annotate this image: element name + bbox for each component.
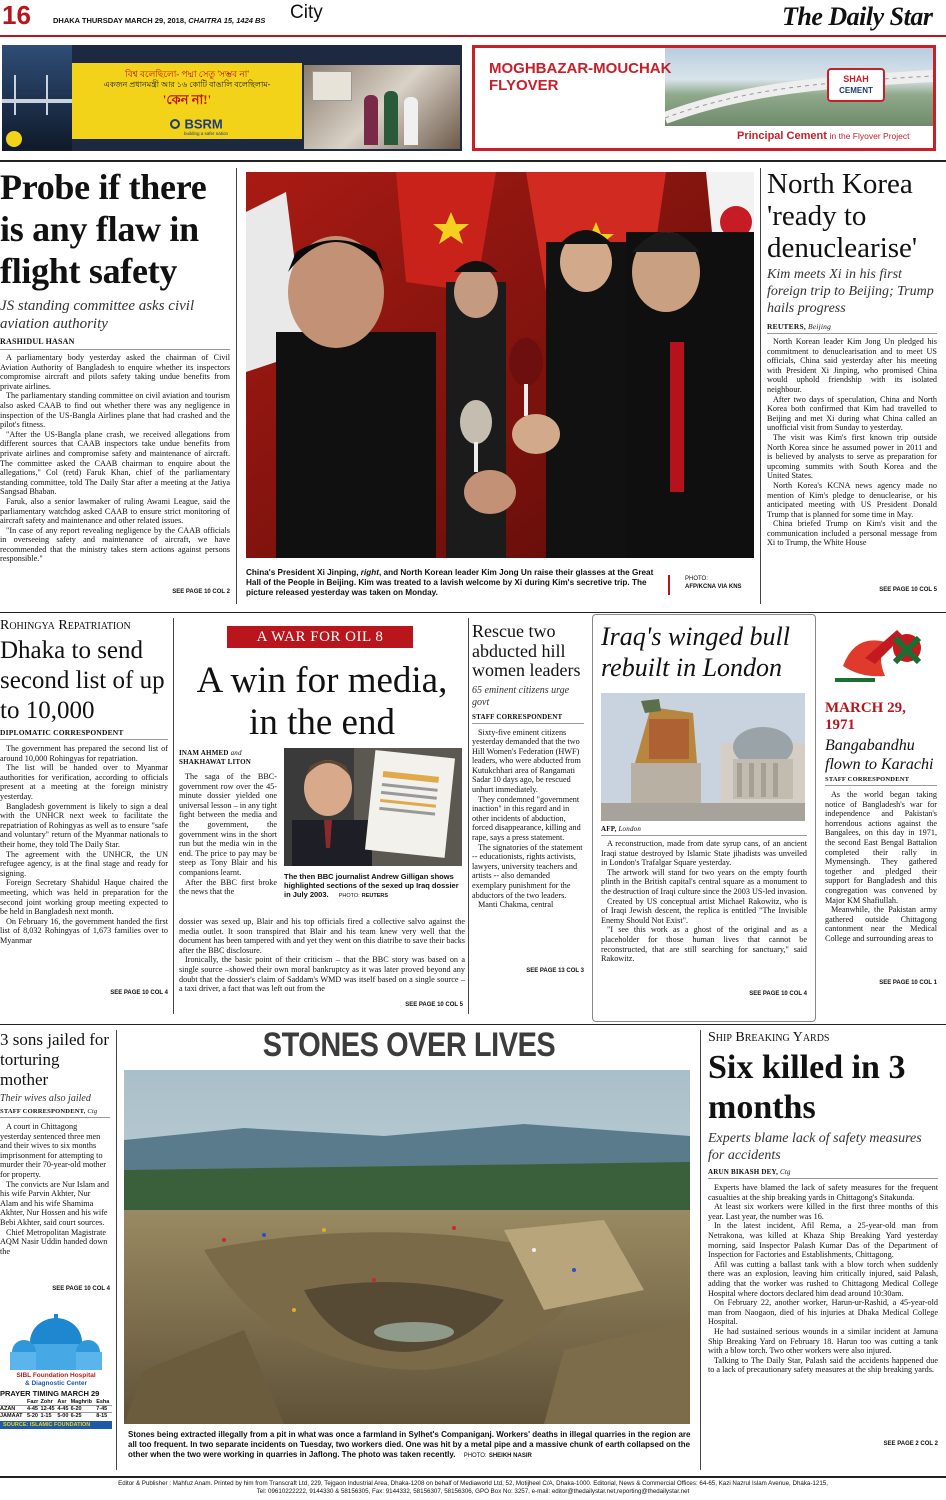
prayer-sponsor-2: & Diagnostic Center [24, 1379, 88, 1387]
ship-para-7: Talking to The Daily Star, Palash said the accidents happened due to a lack of precautionary safety measures at the ship breaking yards. [708, 1355, 938, 1375]
seepage-ship-breaking[interactable]: SEE PAGE 2 COL 2 [883, 1441, 938, 1447]
rohingya-byline-rule [0, 739, 168, 740]
imprint-footer [0, 1480, 946, 1496]
section-name: City [290, 2, 323, 23]
main-photo-kim-xi[interactable] [246, 172, 754, 558]
byline-iraq-agency: AFP, [601, 825, 617, 833]
rohingya-para-6: On February 16, the government handed the first list of 8,032 Rohingyas of 1,673 families over to Myanmar [0, 916, 168, 945]
main-photo-credit-name: AFP/KCNA VIA KNS [685, 583, 742, 590]
subhead-probe: JS standing committee asks civil aviation authority [0, 298, 195, 332]
subhead-sons-jailed: Their wives also jailed [0, 1093, 91, 1104]
iraq-byline-rule [601, 835, 807, 836]
prayer-mosque-graphic [0, 1312, 112, 1372]
ad-shah-logo-2: CEMENT [839, 86, 873, 95]
prayer-cell: 6-20 [70, 1406, 82, 1412]
imprint-line-2: Tel: 09610222222, 9144330 & 58156305, Fax: 9144332, 58156307, 58156306, GPO Box No: 3257, e-mail: editor@thedailystar.net,reporting@thedailystar.net [256, 1488, 690, 1495]
row2-bottom-rule [0, 1024, 946, 1025]
prayer-cell: 7-45 [96, 1406, 108, 1412]
seepage-probe[interactable]: SEE PAGE 10 COL 2 [172, 589, 230, 595]
photo-winged-bull[interactable] [601, 693, 805, 821]
date-1971: MARCH 29, 1971 [825, 700, 906, 733]
banner-war-for-oil-text: A WAR FOR OIL 8 [256, 629, 384, 645]
seepage-north-korea[interactable]: SEE PAGE 10 COL 5 [879, 587, 937, 593]
probe-byline-rule [0, 349, 230, 350]
gilligan-photo-illustration [284, 748, 462, 866]
ad-bsrm-bn-1: বিশ্ব বলেছিলো- পদ্মা সেতু 'সম্ভব না' [125, 69, 249, 79]
dateline-date: DHAKA THURSDAY MARCH 29, 2018, [53, 16, 187, 25]
prayer-header-cell: Maghrib [70, 1399, 92, 1405]
headline-sons-jailed[interactable]: 3 sons jailed for torturing mother [0, 1030, 110, 1089]
rohingya-para-1: The government has prepared the second list of around 10,000 Rohingyas for repatriation. [0, 744, 168, 763]
masthead [0, 0, 946, 38]
seepage-sons-jailed[interactable]: SEE PAGE 10 COL 4 [52, 1286, 110, 1292]
body-north-korea [767, 337, 937, 587]
col-rule-4 [468, 618, 469, 1014]
ad-bsrm-photo [304, 65, 460, 149]
ad-bsrm[interactable] [2, 45, 462, 151]
subhead-rescue: 65 eminent citizens urge govt [472, 684, 570, 708]
ad-shah-logo-1: SHAH [843, 74, 869, 84]
story-sons-jailed [0, 1030, 110, 1310]
dateline [53, 16, 265, 25]
rescue-para-4: Manti Chakma, central [478, 900, 554, 910]
main-photo-caption [246, 568, 661, 598]
story-north-korea [767, 168, 937, 608]
headline-iraq[interactable]: Iraq's winged bull rebuilt in London [601, 622, 791, 682]
rohingya-para-4: The agreement with the UNHCR, the UN refugee agency, is at the final stage and ready for signing. [0, 849, 168, 878]
headline-stones[interactable]: STONES OVER LIVES [262, 1026, 556, 1064]
kicker-rohingya: Rohingya Repatriation [0, 618, 131, 633]
dateline-bn: CHAITRA 15, 1424 BS [188, 16, 266, 25]
ship-byline-rule [708, 1178, 938, 1179]
seepage-iraq[interactable]: SEE PAGE 10 COL 4 [749, 991, 807, 997]
body-1971 [825, 790, 937, 980]
prayer-header-cell: Fazr [26, 1399, 39, 1405]
row1-bottom-rule [0, 612, 946, 613]
ad-shah-logo [827, 68, 885, 102]
page-number: 16 [2, 0, 31, 30]
caption-b: , and North Korean leader Kim Jong Un raise their glasses at the Great Hall of the People in Beijing. Kim was treated to a lavish welcome by Xi during Kim's secretive trip. The picture released yesterday was taken on Monday. [246, 568, 654, 597]
story-iraq-box [592, 614, 816, 1022]
ad-bsrm-brand [170, 115, 228, 136]
byline-sons-place: Ctg [87, 1108, 98, 1115]
caption-stones-credit: SHEIKH NASIR [488, 1453, 532, 1459]
ad-bsrm-bridge [2, 45, 72, 151]
prayer-cell: 12-45 [40, 1406, 55, 1412]
iraq-para-3: Created by US conceptual artist Michael Rakowitz, who is of Iraqi Jewish descent, the replica is entitled "The Invisible Enemy Should Not Exist". [601, 896, 807, 925]
rescue-para-1: Sixty-five eminent citizens yesterday demanded that the two Hill Women's Federation (HWF) leaders, who were abducted from Kutukchhari area of Rangamati Sadar 10 days ago, be rescued unhurt immediately. [472, 727, 581, 795]
1971-para-1: As the world began taking notice of Bangladesh's war for independence and Pakistan's horrendous actions against the Bangalees, on this day in 1971, the second East Bengal Battalion completed their rally in Mymensingh. They gathered together and pledged their support for Bangladesh and this congregation was convened by Major KM Shafiullah. [825, 790, 937, 905]
rescue-para-3: The signatories of the statement -- educationists, rights activists, lawyers, university teachers and artists -- also demanded exemplary punishment for the abductors of the two leaders. [472, 842, 583, 900]
ad-shah-flyover-photo [665, 48, 933, 126]
story-ship-breaking [708, 1030, 938, 1470]
byline-war-for-oil [179, 749, 277, 767]
photo-gilligan[interactable] [284, 748, 462, 866]
ad-shah-footer-rest: in the Flyover Project [829, 131, 910, 141]
prayer-cell: 4-45 [57, 1406, 69, 1412]
prayer-sponsor [0, 1372, 112, 1387]
headline-1971[interactable]: Bangabandhu flown to Karachi [825, 737, 934, 773]
col-rule-1 [236, 168, 237, 604]
1971-para-2: Meanwhile, the Pakistan army gathered outside Chittagong cantonment near the Medical College and surrounding areas to [825, 905, 937, 943]
caption-gilligan-credit: REUTERS [361, 893, 389, 899]
ad-bsrm-tagline: building a safer nation [184, 131, 229, 136]
liberation-war-emblem-icon [825, 618, 937, 698]
nk-para-2: After two days of speculation, China and North Korea both confirmed that Kim had travelled to Beijing and met Xi during what China called an unofficial visit from Sunday to yesterday. [767, 394, 937, 433]
footer-rule [0, 1476, 946, 1478]
ad-shah-headline-1: MOGHBAZAR-MOUCHAK [489, 60, 672, 77]
body-rescue [472, 728, 584, 968]
byline-ship-place: Ctg [780, 1168, 791, 1176]
mosque-dome-icon [0, 1312, 112, 1372]
iraq-para-2: The artwork will stand for two years on the empty fourth plinth in the British capital's central square as a monument to the destruction of Iraqi culture since the 2003 US-led invasion. [601, 867, 807, 896]
rescue-para-2: They condemned "government inaction" in this regard and in other incidents of abduction, forced disappearance, killing and rape, says a press statement. [472, 794, 581, 843]
prayer-cell: 5-20 [26, 1413, 38, 1419]
stone-quarry-photo-illustration [124, 1070, 690, 1424]
body-sons-jailed [0, 1122, 110, 1286]
prayer-cell: 4-45 [26, 1406, 38, 1412]
body-war-narrow [179, 772, 277, 916]
byline-rohingya: DIPLOMATIC CORRESPONDENT [0, 728, 124, 737]
caption-gilligan-credit-label: PHOTO: [338, 893, 360, 899]
byline-probe: RASHIDUL HASAN [0, 337, 75, 346]
bsrm-logo-icon [170, 119, 180, 129]
ad-shah-cement[interactable] [472, 45, 936, 151]
byline-war-a: INAM AHMED [179, 749, 229, 757]
nk-byline-rule [767, 333, 937, 334]
ship-para-5: On February 22, another worker, Harun-ur-Rashid, a 45-year-old man from Naogaon, died of his injuries at Dhaka Medical College Hospital. [708, 1298, 938, 1327]
main-photo-credit-label: PHOTO: [685, 576, 708, 582]
prayer-cell: 8-15 [96, 1413, 108, 1419]
ad-bsrm-yellow-panel [72, 63, 302, 139]
prayer-header-cell: Asr [57, 1399, 67, 1405]
sons-para-3: Chief Metropolitan Magistrate AQM Nasir Uddin handed down the [0, 1227, 108, 1256]
ad-shah-footer-bold: Principal Cement [737, 130, 827, 142]
ship-para-4: Afil was cutting a ballast tank with a blow torch when suddenly there was an explosion, leaving him critically injured, said Palash, adding that the worker was rushed to Chittagong Medical College Hospital where doctors declared him dead around 10:30am. [708, 1259, 938, 1298]
probe-para-1: A parliamentary body yesterday asked the chairman of Civil Aviation Authority of Bangladesh to enquire whether its inspectors compromise aircraft and pilots safety taking undue benefits from private airlines. [0, 353, 230, 391]
body-probe [0, 353, 230, 589]
prayer-cell: 1-15 [40, 1413, 52, 1419]
col-rule-6 [700, 1030, 701, 1470]
caption-gilligan [284, 872, 464, 901]
caption-gilligan-text: The then BBC journalist Andrew Gilligan shows highlighted sections of the sexed up Iraq dossier in July 2003. [284, 872, 459, 899]
probe-para-5: "In case of any report revealing negligence by the CAAB officials in overseeing safety and maintenance of aircraft, we have recommended that the ministry takes stern actions against persons responsible." [0, 525, 230, 564]
kicker-ship-breaking: Ship Breaking Yards [708, 1030, 830, 1045]
ad-shah-footer [737, 130, 909, 142]
rohingya-para-2: The list will be handed over to Myanmar authorities for verification, according to officials present at a meeting at the foreign ministry yesterday. [0, 763, 168, 801]
prayer-cell: 5-00 [57, 1413, 69, 1419]
banner-war-for-oil [227, 626, 413, 648]
nk-para-5: China briefed Trump on Kim's visit and the communication included a personal message from Xi to Trump, the White House [767, 519, 937, 548]
ad-bsrm-bn-3: 'কেন না!' [162, 92, 212, 107]
subhead-ship-breaking: Experts blame lack of safety measures for accidents [708, 1131, 922, 1163]
byline-war-and: and [230, 749, 242, 757]
sons-para-2: The convicts are Nur Islam and his wife Parvin Akhter, Nur Alam and his wife Shamima Akhter, Nur Hossen and his wife Bebi Akhter, said court sources. [0, 1179, 109, 1227]
caption-stones-credit-label: PHOTO: [463, 1453, 487, 1459]
ship-para-1: Experts have blamed the lack of safety measures for the frequent casualties at the ship breaking yards in Chittagong's Sitakunda. [708, 1183, 938, 1202]
byline-rescue: STAFF CORRESPONDENT [472, 712, 563, 721]
story-rescue [472, 622, 584, 1014]
col-rule-5 [116, 1030, 117, 1470]
sons-para-1: A court in Chittagong yesterday sentenced three men and their wives to six months imprisonment for attempting to murder their 70-year-old mother for property. [0, 1122, 107, 1179]
masthead-rule [0, 35, 946, 37]
prayer-cell: 6-25 [70, 1413, 82, 1419]
prayer-header-cell: Esha [96, 1399, 110, 1405]
body-ship-breaking [708, 1183, 938, 1441]
caption-stones-text: Stones being extracted illegally from a pit in what was once a farmland in Sylhet's Companiganj. Workers' deaths in illegal quarries in the region are all too frequent. In two separate incidents on Tuesday, two workers died. One was hit by a metal pipe and a massive chunk of earth collapsed on the other when the two were working in quarries in Jaflong. The photo was taken recently. [128, 1430, 691, 1459]
seepage-rohingya[interactable]: SEE PAGE 10 COL 4 [110, 990, 168, 996]
byline-nk-place: Beijing [807, 322, 832, 331]
ship-para-3: In the latest incident, Afil Rema, a 25-year-old man from Netrakona, was killed at Khaza Ship Breaking Yard yesterday morning, said Inspector Palash Kumar Das of the Department of Inspection for Factories and Establishments, Chittagong. [708, 1221, 938, 1260]
nk-para-3: The visit was Kim's first known trip outside North Korea since he assumed power in 2011 and is believed by analysts to serve as preparation for upcoming summits with South Korea and the United States. [767, 432, 937, 481]
war-para-2: After the BBC first broke the news that the [179, 877, 277, 897]
iraq-para-4: "I see this work as a ghost of the original and as a placeholder for those human lives that cannot be reconstructed, that are still searching for sanctuary," said Rakowitz. [601, 925, 807, 964]
ad-prayer-timing[interactable] [0, 1312, 112, 1468]
probe-para-4: Faruk, also a senior lawmaker of ruling Awami League, said the parliamentary watchdog asked CAAB to ensure strict monitoring of aircraft safety and maintenance and other related issues. [0, 496, 230, 526]
rohingya-para-3: Bangladesh government is likely to sign a deal with the UNHCR next week to facilitate the repatriation of Rohingyas as well as to ensure "safe and voluntary" return of the Myanmar nationals to their home, they told The Daily Star. [0, 801, 168, 849]
headline-probe[interactable]: Probe if there is any flaw in flight safety [0, 167, 207, 291]
prayer-cell: JAMAAT [0, 1413, 23, 1419]
ship-para-6: He had sustained serious wounds in a similar incident at Jamuna Ship Breaking Yard on February 18. Harun too was cutting a tank with a blow torch. Two other workers were also injured. [708, 1326, 938, 1356]
byline-ship-breaking [708, 1168, 938, 1176]
caption-stones [128, 1430, 694, 1461]
headline-war-for-oil[interactable]: A win for media, in the end [196, 660, 448, 743]
paper-name-logo: The Daily Star [782, 2, 933, 31]
seepage-war-for-oil[interactable]: SEE PAGE 10 COL 5 [405, 1002, 463, 1008]
byline-sons-1: STAFF CORRESPONDENT, [0, 1108, 86, 1115]
imprint-line-1: Editor & Publisher : Mahfuz Anam. Printed by him from Transcraft Ltd, 229, Tejgaon Industrial Area, Dhaka-1208 on behalf of Mediaworld Ltd, 52, Motijheel C/A, Dhaka-1000. Editorial, News & Commercial Offices: 64-65, Kazi Nazrul Islam Avenue, Dhaka-1215, [118, 1480, 828, 1487]
byline-iraq [601, 825, 807, 833]
byline-iraq-place: London [618, 825, 642, 833]
nk-para-1: North Korean leader Kim Jong Un pledged his commitment to denuclearisation and to meet US officials, China said yesterday after his meeting with President Xi Jinping, who promised China would uphold friendship with its isolated neighbour. [767, 337, 937, 394]
byline-nk-agency: REUTERS, [767, 322, 806, 331]
prayer-header-cell: Zohr [40, 1399, 53, 1405]
war-para-4: Ironically, the basic point of their criticism – that the BBC story was based on a single source –showed their own moral bankruptcy as it was later proved beyond any doubt that the dossier's claim of Saddam's WMD was itself based on a single source – a taxi driver, a fact that was left out from the [179, 955, 465, 994]
rescue-byline-rule [472, 723, 584, 724]
seepage-rescue[interactable]: SEE PAGE 13 COL 3 [526, 967, 584, 974]
ad-bsrm-brand-name: BSRM [184, 116, 223, 132]
body-rohingya [0, 744, 168, 990]
story-rohingya [0, 618, 168, 1018]
prayer-row-jamaat [0, 1413, 112, 1420]
war-para-3: dossier was sexed up, Blair and his top officials fired a collective salvo against the media outlet. It soon transpired that Blair and his team knew very well that the document has been tampered with and yet they went on this diatribe to save their backs after the BBC disclosure. [179, 917, 465, 955]
prayer-source: SOURCE: ISLAMIC FOUNDATION [0, 1421, 112, 1429]
flyover-road-icon [665, 48, 933, 126]
subhead-north-korea: Kim meets Xi in his first foreign trip to Beijing; Trump hails progress [767, 267, 934, 316]
story-war-for-oil [179, 622, 465, 1018]
headline-north-korea[interactable]: North Korea 'ready to denuclearise' [767, 168, 918, 264]
story-1971 [825, 618, 937, 1018]
main-photo-caption-rule [668, 575, 670, 595]
col-rule-2 [760, 168, 761, 604]
prayer-table [0, 1399, 112, 1419]
emblem-1971 [825, 618, 937, 698]
byline-north-korea [767, 322, 937, 331]
iraq-para-1: A reconstruction, made from date syrup cans, of an ancient Iraqi statue destroyed by Islamic State jihadists was unveiled in London's Trafalgar Square yesterday. [601, 839, 807, 868]
kim-xi-photo-illustration [246, 172, 754, 558]
nk-para-4: North Korea's KCNA news agency made no mention of Kim's pledge to denuclearise, or his anticipated meeting with US President Donald Trump that is planned for some time in May. [767, 480, 937, 519]
headline-ship-breaking[interactable]: Six killed in 3 months [708, 1049, 906, 1126]
1971-byline-rule [825, 785, 937, 786]
winged-bull-photo-illustration [601, 693, 805, 821]
caption-a: China's President Xi Jinping, [246, 568, 361, 577]
probe-para-2: The parliamentary standing committee on civil aviation and tourism also asked CAAB to find out whether there was any negligence in inspection of the US-Bangla Airlines plane that had crashed and the pilot's fitness. [0, 391, 230, 430]
prayer-title: PRAYER TIMING MARCH 29 [0, 1389, 100, 1398]
probe-para-3: "After the US-Bangla plane crash, we received allegations from different sources that CAAB inspectors take undue benefits from private airlines and compromise safety and maintenance of aircraft. The committee asked the CAAB chairman to enquire about the allegations," Col (retd) Faruk Khan, chief of the parliamentary standing committee, told The Daily Star after a meeting at the Jatiya Sangsad Bhaban. [0, 429, 230, 497]
prayer-cell: AZAN [0, 1406, 16, 1412]
ad-shah-headline-2: FLYOVER [489, 77, 559, 94]
byline-1971: STAFF CORRESPONDENT [825, 776, 910, 783]
headline-rescue[interactable]: Rescue two abducted hill women leaders [472, 621, 581, 680]
main-photo-credit [685, 576, 742, 591]
sons-byline-rule [0, 1117, 110, 1118]
col-rule-3 [173, 618, 174, 1014]
body-war-wide [179, 917, 465, 995]
byline-ship-name: ARUN BIKASH DEY, [708, 1168, 779, 1176]
story-probe [0, 166, 230, 606]
body-iraq [601, 839, 807, 989]
ship-para-2: At least six workers were killed in the first three months of this year. Last year, the number was 16. [708, 1202, 938, 1221]
ad-bsrm-bn-2: একজন প্রধানমন্ত্রী আর ১৬ কোটি বাঙালি বলেছিলাম- [103, 80, 271, 89]
war-para-1: The saga of the BBC-government row over the 45-minute dossier yielded one universal lesson – in any tight fight between the media and the government, the government wins in the short run but the media win in the end. The price to pay may be steep as Tony Blair and his companions learnt. [179, 772, 277, 877]
ad-shah-headline [489, 60, 671, 94]
headline-rohingya[interactable]: Dhaka to send second list of up to 10,000 [0, 637, 165, 724]
rohingya-para-5: Foreign Secretary Shahidul Haque chaired the meeting, which was held in preparation for the second joint working group meeting expected to be held in Bangladesh next month. [0, 878, 168, 917]
byline-sons-jailed [0, 1108, 110, 1115]
prayer-row-azan [0, 1406, 112, 1413]
photo-stone-quarry[interactable] [124, 1070, 690, 1424]
prayer-sponsor-1: SIBL Foundation Hospital [16, 1372, 96, 1379]
byline-war-b: SHAKHAWAT LITON [179, 758, 252, 766]
seepage-1971[interactable]: SEE PAGE 10 COL 1 [879, 980, 937, 986]
ads-bottom-rule [0, 160, 946, 162]
caption-italic: right [360, 568, 379, 577]
